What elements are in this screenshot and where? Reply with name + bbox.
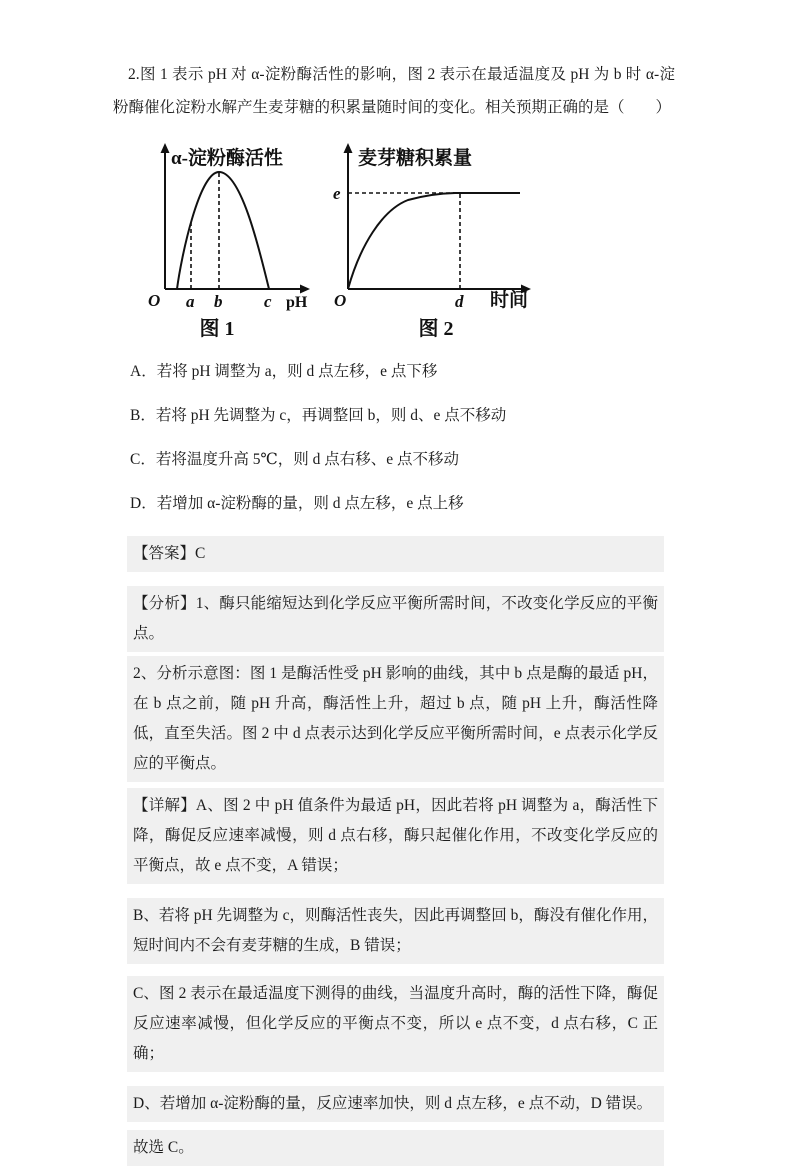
fig2-origin-label: O — [334, 291, 347, 310]
answer-section — [127, 536, 664, 1166]
fig2-caption: 图 2 — [418, 318, 454, 340]
fig2-accumulation-curve — [348, 193, 455, 289]
fig1-y-axis-arrow-icon — [161, 143, 170, 153]
fig2-x-axis-label: 时间 — [490, 290, 529, 311]
option-c: C．若将温度升高 5℃，则 d 点右移、e 点不移动 — [130, 451, 460, 468]
figure-1-svg — [95, 138, 325, 343]
figure-2-maltose-time-chart — [330, 138, 540, 348]
option-a: A．若将 pH 调整为 a，则 d 点左移，e 点下移 — [130, 363, 438, 380]
answer-block-conclusion: 故选 C。 — [127, 1130, 664, 1166]
fig1-tick-a: a — [186, 292, 195, 311]
fig1-tick-b: b — [214, 292, 223, 311]
fig1-origin-label: O — [148, 291, 161, 310]
answer-block-detail-d: D、若增加 α-淀粉酶的量，反应速率加快，则 d 点左移，e 点不动，D 错误。 — [127, 1086, 664, 1122]
fig2-tick-e: e — [333, 184, 341, 203]
fig2-y-axis-arrow-icon — [344, 143, 353, 153]
question-text: 2.图 1 表示 pH 对 α-淀粉酶活性的影响，图 2 表示在最适温度及 pH 为 b 时 α-淀粉酶催化淀粉水解产生麦芽糖的积累量随时间的变化。相关预期正确的是（ ） — [113, 66, 675, 116]
figure-1-ph-activity-chart — [95, 138, 325, 348]
fig2-tick-d: d — [455, 292, 464, 311]
answer-block-detail-b: B、若将 pH 先调整为 c，则酶活性丧失，因此再调整回 b，酶没有催化作用，短时间内不会有麦芽糖的生成，B 错误； — [127, 898, 664, 964]
answer-block-analysis-2: 2、分析示意图：图 1 是酶活性受 pH 影响的曲线，其中 b 点是酶的最适 pH，在 b 点之前，随 pH 升高，酶活性上升，超过 b 点，随 pH 上升，酶活性降低，直至失活。图 2 中 d 点表示达到化学反应平衡所需时间，e 点表示化学反应的平衡点。 — [127, 656, 664, 782]
answer-block-analysis-1: 【分析】1、酶只能缩短达到化学反应平衡所需时间，不改变化学反应的平衡点。 — [127, 586, 664, 652]
option-d: D．若增加 α-淀粉酶的量，则 d 点左移，e 点上移 — [130, 495, 464, 512]
fig1-caption: 图 1 — [199, 318, 235, 340]
fig1-x-axis-arrow-icon — [300, 285, 310, 294]
option-b: B．若将 pH 先调整为 c，再调整回 b，则 d、e 点不移动 — [130, 407, 507, 424]
fig2-y-axis-label: 麦芽糖积累量 — [358, 148, 473, 169]
fig1-y-axis-label: α-淀粉酶活性 — [171, 148, 283, 169]
answer-block-detail-a: 【详解】A、图 2 中 pH 值条件为最适 pH，因此若将 pH 调整为 a，酶活性下降，酶促反应速率减慢，则 d 点右移，酶只起催化作用，不改变化学反应的平衡点，故 e 点不变，A 错误； — [127, 788, 664, 884]
answer-block-answer: 【答案】C — [127, 536, 664, 572]
fig1-tick-c: c — [264, 292, 272, 311]
fig1-x-axis-label: pH — [286, 294, 308, 311]
answer-block-detail-c: C、图 2 表示在最适温度下测得的曲线，当温度升高时，酶的活性下降，酶促反应速率减慢，但化学反应的平衡点不变，所以 e 点不变，d 点右移，C 正确； — [127, 976, 664, 1072]
figure-2-svg — [330, 138, 540, 343]
